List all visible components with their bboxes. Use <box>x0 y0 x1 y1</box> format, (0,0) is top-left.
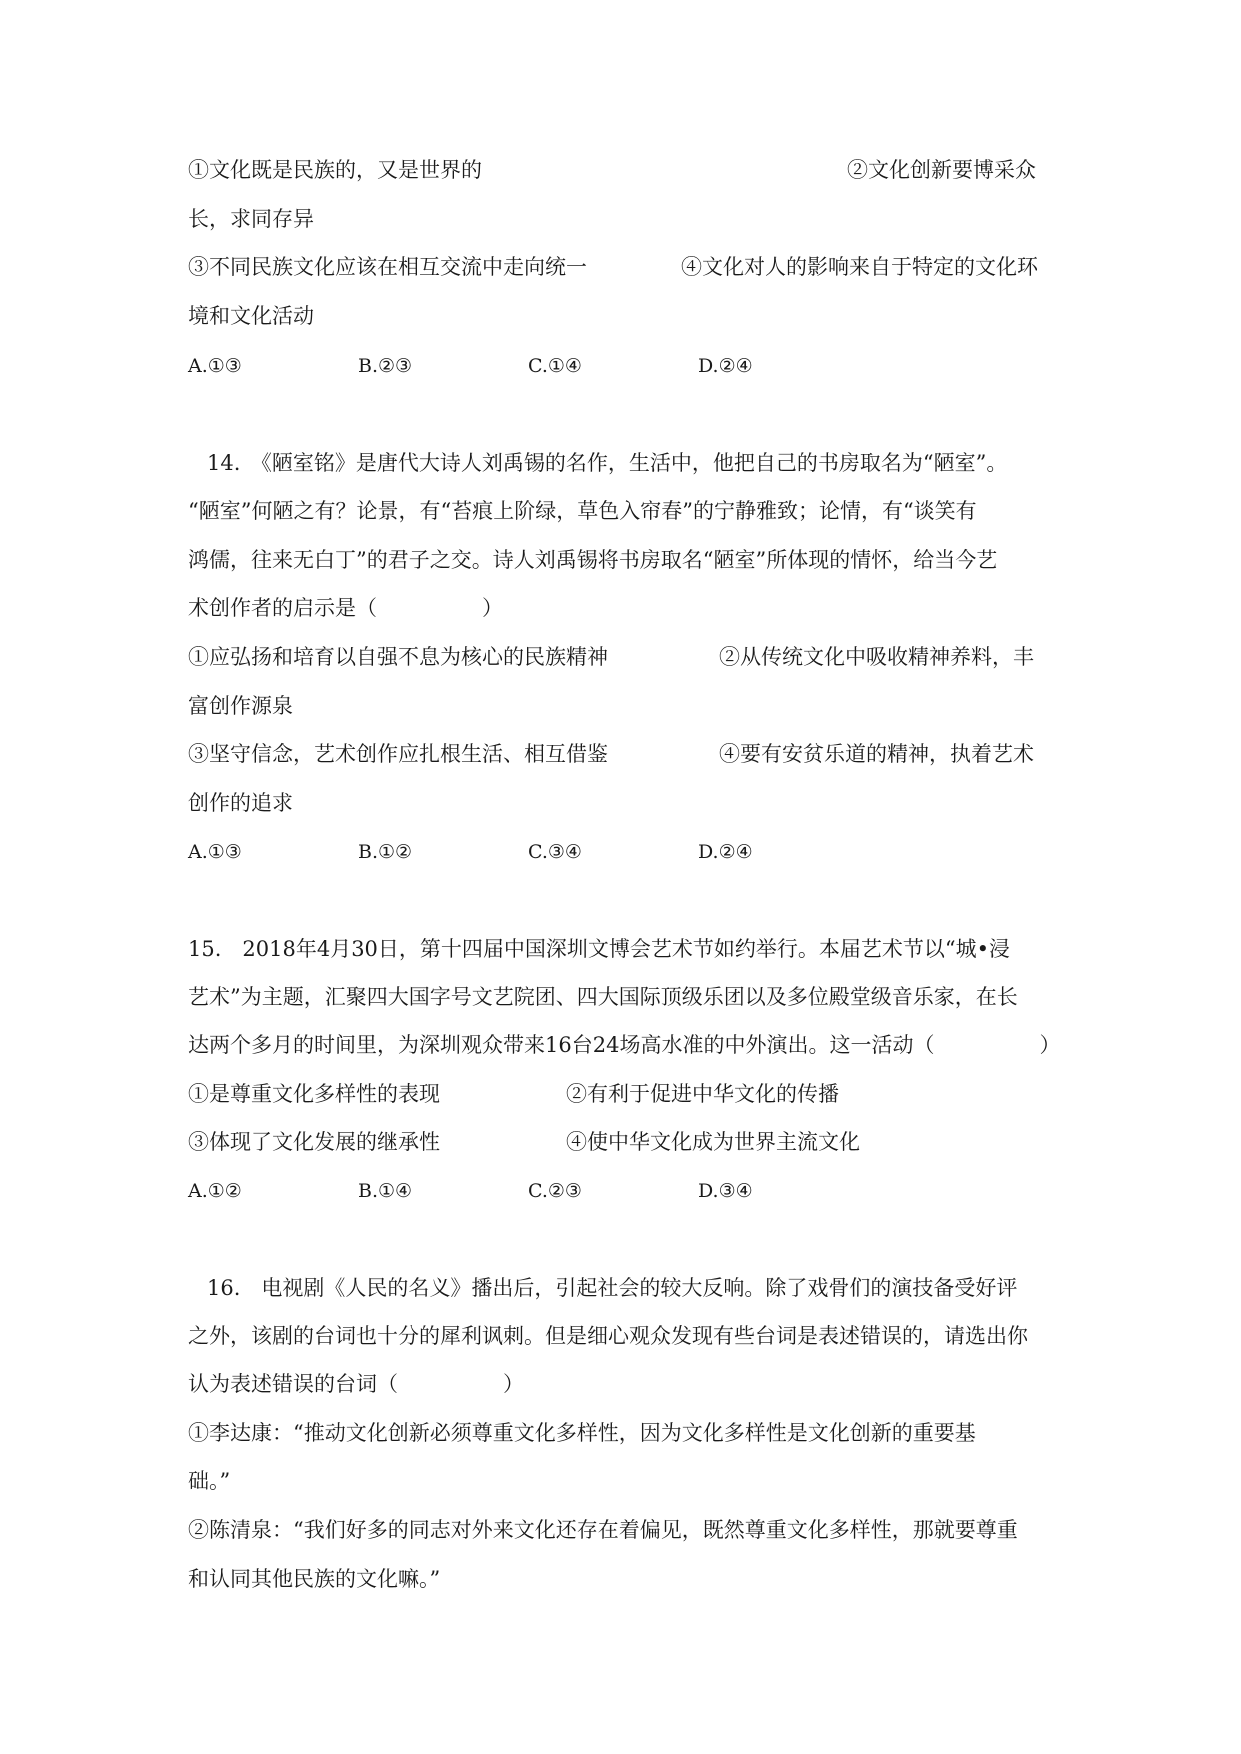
q14-option-a: A.①③ <box>188 841 242 863</box>
q15-item1: ①是尊重文化多样性的表现 <box>188 1082 440 1106</box>
q13-option-c: C.①④ <box>528 355 582 377</box>
q14-item1: ①应弘扬和培育以自强不息为核心的民族精神 <box>188 645 608 669</box>
q14-stem-line-3: 鸿儒，往来无白丁”的君子之交。诗人刘禹锡将书房取名“陋室”所体现的情怀，给当今艺 <box>188 548 998 572</box>
q15-stem-line-3: 达两个多月的时间里，为深圳观众带来16台24场高水准的中外演出。这一活动（ ） <box>188 1033 1061 1057</box>
q13-item2: ②文化创新要博采众 <box>847 158 1036 182</box>
q15-option-c: C.②③ <box>528 1180 582 1202</box>
q14-stem-line-1: 14. 《陋室铭》是唐代大诗人刘禹锡的名作，生活中，他把自己的书房取名为“陋室”。 <box>207 451 1008 475</box>
q15-stem-line-2: 艺术”为主题，汇聚四大国字号文艺院团、四大国际顶级乐团以及多位殿堂级音乐家，在长 <box>188 985 1018 1009</box>
q13-item4: ④文化对人的影响来自于特定的文化环 <box>681 255 1038 279</box>
q16-stem-line-3: 认为表述错误的台词（ ） <box>188 1372 524 1396</box>
q13-option-d: D.②④ <box>698 355 753 377</box>
q15-option-b: B.①④ <box>358 1180 413 1202</box>
q14-option-c: C.③④ <box>528 841 582 863</box>
q16-stem-line-2: 之外，该剧的台词也十分的犀利讽刺。但是细心观众发现有些台词是表述错误的，请选出你 <box>188 1324 1028 1348</box>
q14-option-d: D.②④ <box>698 841 753 863</box>
q15-option-a: A.①② <box>188 1180 242 1202</box>
q13-option-a: A.①③ <box>188 355 242 377</box>
q14-item3: ③坚守信念，艺术创作应扎根生活、相互借鉴 <box>188 742 608 766</box>
q15-item2: ②有利于促进中华文化的传播 <box>566 1082 839 1106</box>
q16-item2-line-1: ②陈清泉：“我们好多的同志对外来文化还存在着偏见，既然尊重文化多样性，那就要尊重 <box>188 1518 1018 1542</box>
q16-stem-line-1: 16. 电视剧《人民的名义》播出后，引起社会的较大反响。除了戏骨们的演技备受好评 <box>207 1276 1018 1300</box>
q16-item2-line-2: 和认同其他民族的文化嘛。” <box>188 1567 441 1591</box>
q14-item4-continued: 创作的追求 <box>188 791 293 815</box>
q15-item4: ④使中华文化成为世界主流文化 <box>566 1130 860 1154</box>
q15-item3: ③体现了文化发展的继承性 <box>188 1130 440 1154</box>
q13-item2-continued: 长，求同存异 <box>188 207 314 231</box>
q13-item4-continued: 境和文化活动 <box>188 304 314 328</box>
q13-item3: ③不同民族文化应该在相互交流中走向统一 <box>188 255 587 279</box>
q14-item4: ④要有安贫乐道的精神，执着艺术 <box>719 742 1034 766</box>
q15-option-d: D.③④ <box>698 1180 753 1202</box>
q15-stem-line-1: 15. 2018年4月30日，第十四届中国深圳文博会艺术节如约举行。本届艺术节以“城•浸 <box>188 937 1011 961</box>
q14-stem-line-4: 术创作者的启示是（ ） <box>188 596 503 620</box>
q14-option-b: B.①② <box>358 841 413 863</box>
q16-item1-line-2: 础。” <box>188 1469 231 1493</box>
q13-item1: ①文化既是民族的，又是世界的 <box>188 158 482 182</box>
q13-option-b: B.②③ <box>358 355 413 377</box>
q14-stem-line-2: “陋室”何陋之有？论景，有“苔痕上阶绿，草色入帘春”的宁静雅致；论情，有“谈笑有 <box>188 499 977 523</box>
q16-item1-line-1: ①李达康：“推动文化创新必须尊重文化多样性，因为文化多样性是文化创新的重要基 <box>188 1421 976 1445</box>
q14-item2: ②从传统文化中吸收精神养料，丰 <box>719 645 1034 669</box>
q14-item2-continued: 富创作源泉 <box>188 694 293 718</box>
